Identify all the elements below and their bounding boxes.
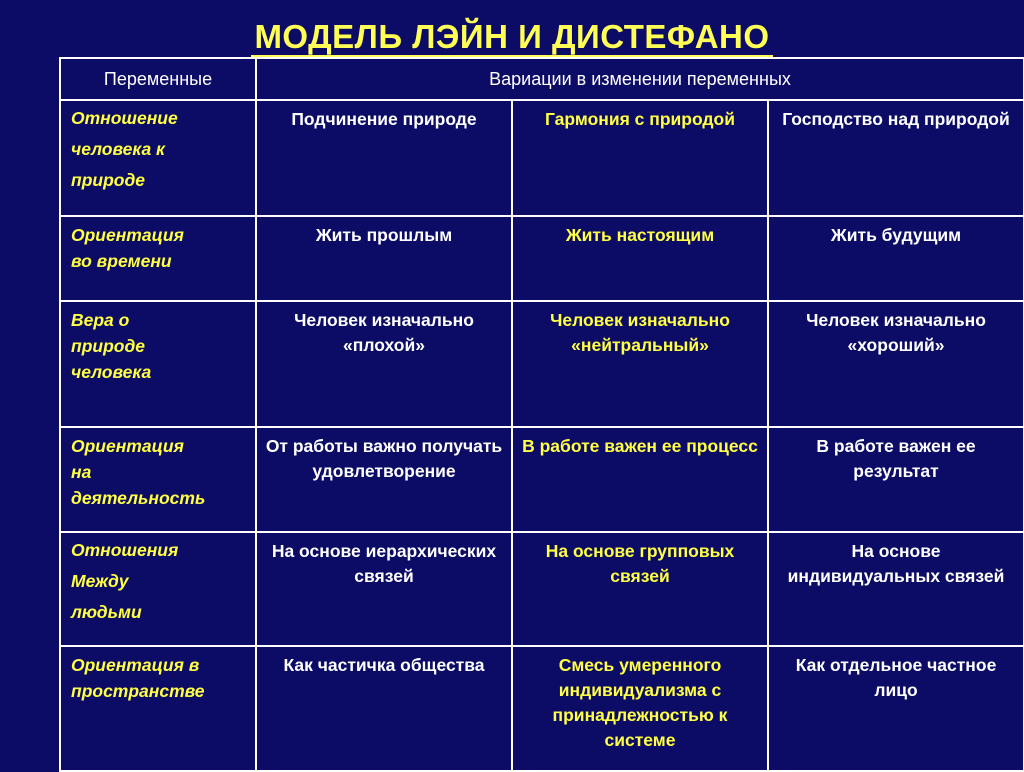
table-row [60,532,1024,646]
cell-variation-2: Человек изначально «нейтральный» [512,301,768,427]
cell-variation-2: На основе групповых связей [512,532,768,646]
cell-variation-3: В работе важен ее результат [768,427,1024,532]
row-label: Ориентация на деятельность [60,427,256,532]
cell-variation-1: Как частичка общества [256,646,512,771]
row-label: Отношения Между людьми [60,532,256,646]
cell-variation-2: Гармония с природой [512,100,768,216]
table-row [60,646,1024,771]
cell-variation-1: Человек изначально «плохой» [256,301,512,427]
row-label: Ориентация во времени [60,216,256,301]
table-row [60,427,1024,532]
cell-variation-2: Жить настоящим [512,216,768,301]
cell-variation-3: Как отдельное частное лицо [768,646,1024,771]
cell-variation-2: В работе важен ее процесс [512,427,768,532]
cell-variation-3: Человек изначально «хороший» [768,301,1024,427]
table-row [60,100,1024,216]
cell-variation-1: На основе иерархических связей [256,532,512,646]
cell-variation-1: Подчинение природе [256,100,512,216]
cell-variation-3: На основе индивидуальных связей [768,532,1024,646]
cell-variation-3: Жить будущим [768,216,1024,301]
row-label: Вера о природе человека [60,301,256,427]
cell-variation-3: Господство над природой [768,100,1024,216]
slide-title: МОДЕЛЬ ЛЭЙН И ДИСТЕФАНО [0,18,1024,56]
cell-variation-1: Жить прошлым [256,216,512,301]
variables-table [59,57,1024,772]
row-label: Отношение человека к природе [60,100,256,216]
cell-variation-1: От работы важно получать удовлетворение [256,427,512,532]
table-row [60,301,1024,427]
cell-variation-2: Смесь умеренного индивидуализма с принадлежностью к системе [512,646,768,771]
header-variables: Переменные [60,58,256,100]
table-row [60,216,1024,301]
row-label: Ориентация в пространстве [60,646,256,771]
table-header-row [60,58,1024,100]
header-variations: Вариации в изменении переменных [256,58,1024,100]
